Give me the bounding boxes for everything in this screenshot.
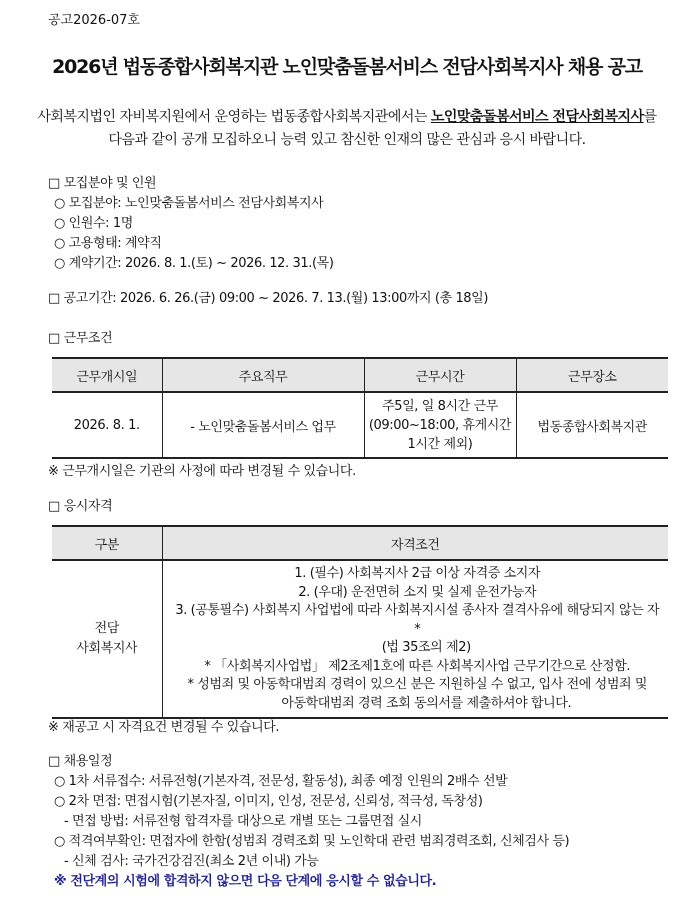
- recruit-item: ○ 고용형태: 계약직: [54, 236, 162, 251]
- intro-text-end: 를: [643, 109, 657, 125]
- start-date-cell: 2026. 8. 1.: [52, 392, 162, 458]
- intro-highlight: 노인맞춤돌봄서비스 전담사회복지사: [430, 109, 644, 125]
- hours-cell: [364, 392, 516, 458]
- table-header-row: [52, 526, 668, 560]
- recruit-heading: □ 모집분야 및 인원: [48, 176, 157, 191]
- qualification-heading-wrap: [48, 497, 668, 517]
- duty-cell: - 노인맞춤돌봄서비스 업무: [162, 392, 364, 458]
- notice-period: [48, 289, 668, 309]
- schedule-section: [48, 752, 668, 892]
- conditions-heading: □ 근무조건: [48, 331, 113, 346]
- category-cell: [52, 560, 162, 718]
- recruit-section: [48, 174, 668, 274]
- hours-line: (09:00~18:00, 휴게시간: [368, 417, 512, 433]
- recruit-item: ○ 계약기간: 2026. 8. 1.(토) ~ 2026. 12. 31.(목): [54, 256, 334, 271]
- schedule-warning: ※ 전단계의 시험에 합격하지 않으면 다음 단계에 응시할 수 없습니다.: [54, 874, 437, 889]
- schedule-heading: □ 채용일정: [48, 754, 113, 769]
- qualification-item: 1. (필수) 사회복지사 2급 이상 자격증 소지자: [294, 566, 541, 581]
- table-header: 구분: [52, 526, 162, 560]
- qualification-heading: □ 응시자격: [48, 499, 113, 514]
- conditions-heading-wrap: [48, 329, 668, 349]
- qualification-item: * 「사회복지사업법」 제2조제1호에 따른 사회복지사업 근무기간으로 산정함.: [204, 658, 631, 674]
- schedule-item: ○ 1차 서류접수: 서류전형(기본자격, 전문성, 활동성), 최종 예정 인원의 2배수 선발: [54, 774, 508, 789]
- qualification-note: ※ 재공고 시 자격요건 변경될 수 있습니다.: [48, 720, 280, 735]
- qualification-table: [52, 525, 668, 719]
- conditions-note: ※ 근무개시일은 기관의 사정에 따라 변경될 수 있습니다.: [48, 464, 356, 479]
- qualification-item: (법 35조의 제2): [381, 640, 471, 655]
- recruit-item: ○ 인원수: 1명: [54, 216, 133, 231]
- qualification-item: 아동학대범죄 경력 조회 동의서를 제출하셔야 합니다.: [281, 695, 572, 711]
- schedule-item: ○ 적격여부확인: 면접자에 한함(성범죄 경력조회 및 노인학대 관련 범죄경력조회, 신체검사 등): [54, 834, 570, 849]
- hours-line: 주5일, 일 8시간 근무: [382, 398, 498, 414]
- qualification-item: 3. (공통필수) 사회복지 사업법에 따라 사회복지시설 종사자 결격사유에 해당되지 않는 자*: [175, 603, 660, 637]
- schedule-item: - 면접 방법: 서류전형 합격자를 대상으로 개별 또는 그룹면접 실시: [64, 814, 422, 829]
- hours-line: 1시간 제외): [407, 436, 473, 452]
- qualification-cell: [162, 560, 668, 718]
- table-header: 주요직무: [162, 358, 364, 392]
- period-text: □ 공고기간: 2026. 6. 26.(금) 09:00 ~ 2026. 7. 13.(월) 13:00까지 (총 18일): [48, 291, 489, 306]
- table-header: 자격조건: [162, 526, 668, 560]
- place-cell: 법동종합사회복지관: [516, 392, 668, 458]
- category-line: 전담: [94, 621, 119, 636]
- qualification-item: * 성범죄 및 아동학대범죄 경력이 있으신 분은 지원하실 수 없고, 입사 전에 성범죄 및: [187, 677, 648, 692]
- schedule-item: - 신체 검사: 국가건강검진(최소 2년 이내) 가능: [64, 854, 319, 869]
- category-line: 사회복지사: [76, 641, 138, 656]
- intro-paragraph: [30, 106, 664, 152]
- intro-line-2: 다음과 같이 공개 모집하오니 능력 있고 참신한 인재의 많은 관심과 응시 바랍니다.: [108, 132, 586, 148]
- intro-text: 사회복지법인 자비복지원에서 운영하는 법동종합사회복지관에서는: [37, 109, 431, 125]
- table-header: 근무시간: [364, 358, 516, 392]
- table-row: [52, 560, 668, 718]
- notice-number: 공고2026-07호: [48, 13, 140, 28]
- qualification-item: 2. (우대) 운전면허 소지 및 실제 운전가능자: [298, 584, 537, 600]
- recruit-item: ○ 모집분야: 노인맞춤돌봄서비스 전담사회복지사: [54, 196, 324, 211]
- table-header: 근무장소: [516, 358, 668, 392]
- schedule-item: ○ 2차 면접: 면접시험(기본자질, 이미지, 인성, 전문성, 신뢰성, 적극성, 독창성): [54, 794, 483, 809]
- conditions-table: [52, 357, 668, 459]
- table-header-row: [52, 358, 668, 392]
- table-row: [52, 392, 668, 458]
- table-header: 근무개시일: [52, 358, 162, 392]
- page-title: 2026년 법동종합사회복지관 노인맞춤돌봄서비스 전담사회복지사 채용 공고: [52, 56, 642, 78]
